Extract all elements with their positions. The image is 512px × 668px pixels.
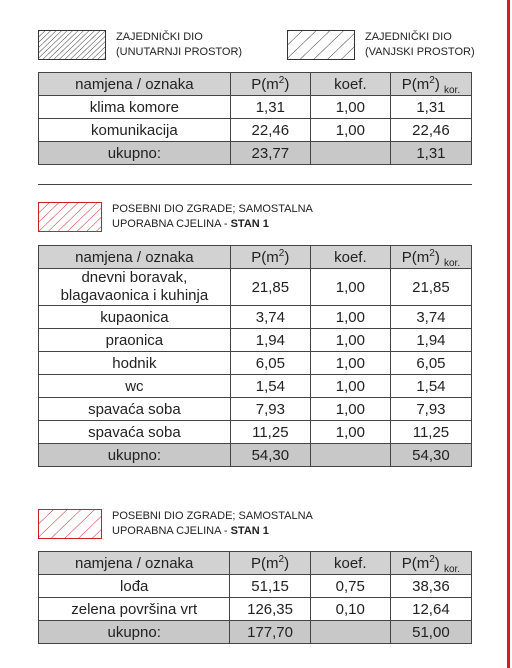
cell-name: kupaonica	[39, 306, 231, 329]
cell-area: 1,31	[230, 96, 310, 119]
cell-name: praonica	[39, 329, 231, 352]
table-row	[39, 306, 472, 329]
cell-koef: 1,00	[310, 421, 390, 444]
table-stan1-external-areas	[38, 551, 472, 644]
cell-area-corrected: 22,46	[390, 119, 471, 142]
total-koef	[310, 444, 390, 467]
table-common-areas	[38, 72, 472, 165]
cell-area: 126,35	[230, 598, 310, 621]
cell-koef: 1,00	[310, 119, 390, 142]
col-header-name: namjena / oznaka	[39, 246, 231, 269]
cell-koef: 1,00	[310, 269, 390, 306]
hatch-swatch-internal	[38, 30, 106, 60]
cell-area-corrected: 1,31	[390, 96, 471, 119]
cell-area: 7,93	[230, 398, 310, 421]
total-area-corrected: 1,31	[390, 142, 471, 165]
cell-name: spavaća soba	[39, 421, 231, 444]
col-header-name: namjena / oznaka	[39, 552, 230, 575]
total-label: ukupno:	[39, 444, 231, 467]
total-area-corrected: 51,00	[390, 621, 471, 644]
table-header-row	[39, 552, 472, 575]
cell-name: hodnik	[39, 352, 231, 375]
cell-area-corrected: 6,05	[390, 352, 471, 375]
cell-area-corrected: 1,54	[390, 375, 471, 398]
cell-koef: 1,00	[310, 306, 390, 329]
cell-area-corrected: 12,64	[390, 598, 471, 621]
table-total-row	[39, 621, 472, 644]
table-row	[39, 598, 472, 621]
total-label: ukupno:	[39, 142, 231, 165]
total-area-corrected: 54,30	[390, 444, 471, 467]
section-divider	[38, 184, 472, 185]
table-total-row	[39, 444, 472, 467]
cell-koef: 1,00	[310, 398, 390, 421]
col-header-area-corrected: $P(m^2)$ $_{kor.}$	[390, 73, 471, 96]
total-area: 54,30	[230, 444, 310, 467]
hatch-swatch-stan1	[38, 202, 102, 232]
cell-area-corrected: 21,85	[390, 269, 471, 306]
cell-name: spavaća soba	[39, 398, 231, 421]
total-area: 23,77	[230, 142, 310, 165]
cell-area: 21,85	[230, 269, 310, 306]
cell-name: dnevni boravak, blagavaonica i kuhinja	[39, 269, 231, 306]
table-header-row	[39, 73, 472, 96]
cell-area-corrected: 3,74	[390, 306, 471, 329]
table-row	[39, 329, 472, 352]
col-header-koef: koef.	[310, 246, 390, 269]
legend-stan1-external: POSEBNI DIO ZGRADE; SAMOSTALNA UPORABNA CJELINA - STAN 1	[112, 510, 313, 537]
total-koef	[310, 621, 390, 644]
hatch-swatch-stan1-external	[38, 509, 102, 539]
cell-koef: 1,00	[310, 96, 390, 119]
col-header-area-corrected: $P(m^2)$ $_{kor.}$	[390, 246, 471, 269]
red-margin-bar	[507, 0, 510, 668]
cell-area: 11,25	[230, 421, 310, 444]
col-header-name: namjena / oznaka	[39, 73, 231, 96]
col-header-koef: koef.	[310, 73, 390, 96]
cell-name: wc	[39, 375, 231, 398]
cell-area: 6,05	[230, 352, 310, 375]
legend-common-internal: ZAJEDNIČKI DIO (UNUTARNJI PROSTOR)	[116, 31, 243, 58]
col-header-area: $P(m^2)$	[230, 246, 310, 269]
col-header-area: $P(m^2)$	[230, 552, 310, 575]
total-koef	[310, 142, 390, 165]
table-row	[39, 119, 472, 142]
table-row	[39, 575, 472, 598]
table-row	[39, 375, 472, 398]
cell-area: 3,74	[230, 306, 310, 329]
cell-name: klima komore	[39, 96, 231, 119]
legend-stan1: POSEBNI DIO ZGRADE; SAMOSTALNA UPORABNA CJELINA - STAN 1	[112, 203, 313, 230]
table-row	[39, 352, 472, 375]
table-row	[39, 421, 472, 444]
cell-area-corrected: 7,93	[390, 398, 471, 421]
col-header-koef: koef.	[310, 552, 390, 575]
cell-area-corrected: 11,25	[390, 421, 471, 444]
total-area: 177,70	[230, 621, 310, 644]
cell-koef: 1,00	[310, 329, 390, 352]
hatch-swatch-external	[287, 30, 355, 60]
col-header-area-corrected: $P(m^2)$ $_{kor.}$	[390, 552, 471, 575]
cell-name: zelena površina vrt	[39, 598, 230, 621]
table-stan1-areas	[38, 245, 472, 467]
cell-area: 22,46	[230, 119, 310, 142]
cell-area-corrected: 38,36	[390, 575, 471, 598]
cell-area-corrected: 1,94	[390, 329, 471, 352]
legend-common-external: ZAJEDNIČKI DIO (VANJSKI PROSTOR)	[365, 31, 475, 58]
table-row	[39, 96, 472, 119]
col-header-area: $P(m^2)$	[230, 73, 310, 96]
cell-koef: 0,75	[310, 575, 390, 598]
total-label: ukupno:	[39, 621, 230, 644]
cell-area: 51,15	[230, 575, 310, 598]
table-row	[39, 269, 472, 306]
cell-area: 1,94	[230, 329, 310, 352]
cell-koef: 1,00	[310, 375, 390, 398]
cell-name: komunikacija	[39, 119, 231, 142]
table-header-row	[39, 246, 472, 269]
cell-name: lođa	[39, 575, 230, 598]
cell-area: 1,54	[230, 375, 310, 398]
table-row	[39, 398, 472, 421]
cell-koef: 0,10	[310, 598, 390, 621]
cell-koef: 1,00	[310, 352, 390, 375]
table-total-row	[39, 142, 472, 165]
